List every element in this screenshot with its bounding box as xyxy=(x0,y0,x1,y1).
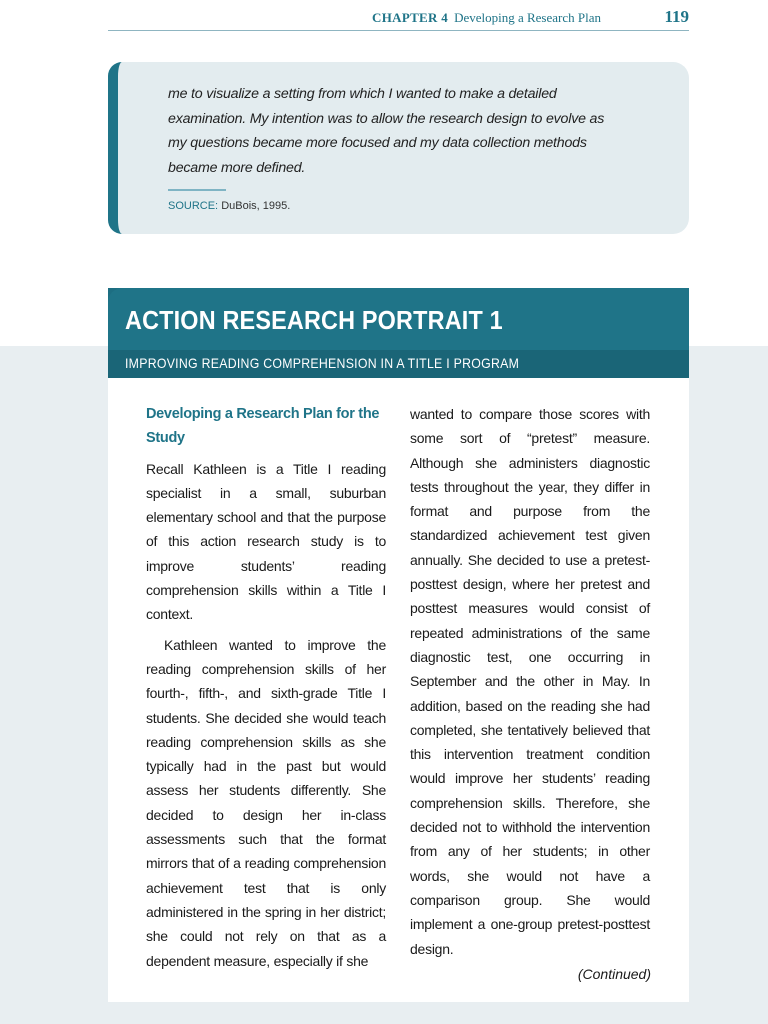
portrait-title: ACTION RESEARCH PORTRAIT 1 xyxy=(125,305,503,335)
quote-text: me to visualize a setting from which I wanted to make a detailed examination. My intention was to allow the research design to evolve as my questions became more focused and my data collection methods became more defined. xyxy=(168,86,605,176)
chapter-label: CHAPTER 4 xyxy=(372,10,449,25)
source-line xyxy=(168,200,290,212)
source-label: SOURCE: xyxy=(168,200,219,212)
paragraph-1: Recall Kathleen is a Title I reading specialist in a small, suburban elementary school and that the purpose of this action research study is to improve students’ reading comprehension skills within a Title I context. xyxy=(146,460,386,623)
right-column xyxy=(410,402,650,961)
portrait-title-bar xyxy=(108,288,689,350)
chapter-heading xyxy=(372,10,601,26)
page-number: 119 xyxy=(664,7,689,26)
quote-divider xyxy=(168,189,226,191)
paragraph-2-continued: wanted to compare those scores with some sort of “pretest” measure. Although she administers diagnostic tests throughout the year, they differ in format and purpose from the standardized achievement test given annually. She decided to use a pretest-posttest design, where her pretest and posttest measures would consist of repeated administrations of the same diagnostic test, one occurring in September and the other in May. In addition, based on the reading she had completed, she tentatively believed that this intervention treatment condition would improve her students’ reading comprehension skills. Therefore, she decided not to withhold the intervention from any of her students; in other words, she would not have a comparison group. She would implement a one-group pretest-posttest design. xyxy=(410,406,650,957)
quote-box xyxy=(108,62,689,234)
portrait-subtitle-bar xyxy=(108,350,689,378)
left-column xyxy=(146,402,386,973)
running-header xyxy=(108,6,689,31)
section-heading: Developing a Research Plan for the Study xyxy=(146,406,380,447)
portrait-banner xyxy=(108,288,689,378)
source-text: DuBois, 1995. xyxy=(221,200,291,212)
portrait-content xyxy=(108,378,689,1002)
continued-label: (Continued) xyxy=(577,966,651,982)
portrait-subtitle: IMPROVING READING COMPREHENSION IN A TITLE I PROGRAM xyxy=(125,355,520,371)
paragraph-2-start: Kathleen wanted to improve the reading comprehension skills of her fourth-, fifth-, and sixth-grade Title I students. She decided she would teach reading comprehension skills as she typically had in the past but would assess her students differently. She decided to design her in-class assessments such that the format mirrors that of a reading comprehension achievement test that is only administered in the spring in her district; she could not rely on that as a dependent measure, especially if she xyxy=(146,636,386,969)
chapter-title: Developing a Research Plan xyxy=(454,10,601,25)
